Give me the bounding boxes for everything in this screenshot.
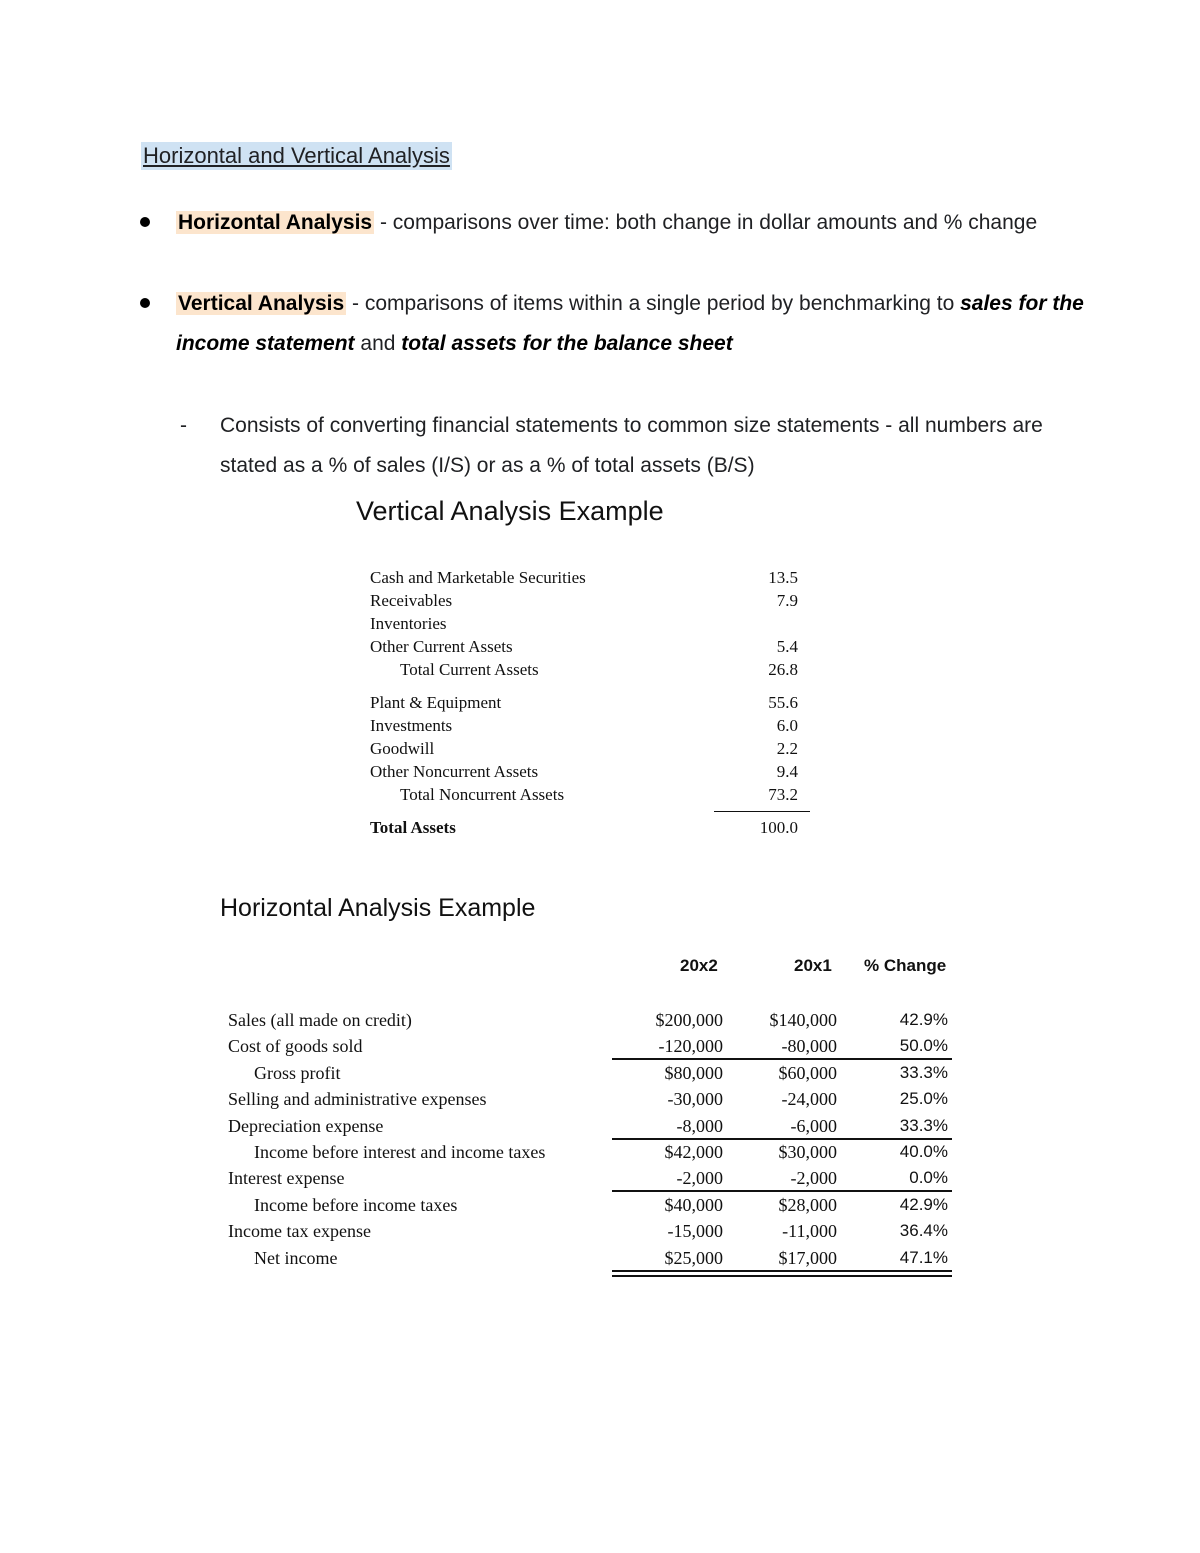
emphasis-income-statement: sales for the income statement [176, 292, 1084, 355]
column-header-20x1: 20x1 [794, 956, 832, 975]
row-label: Total Current Assets [400, 660, 539, 679]
value-pct-change: 36.4% [899, 1221, 948, 1241]
row-value: 2.2 [776, 739, 798, 758]
table-row [370, 714, 810, 737]
value-pct-change: 33.3% [899, 1115, 948, 1135]
bullet-vertical-analysis [140, 284, 1100, 364]
value-pct-change: 0.0% [909, 1168, 948, 1188]
column-header-20x2: 20x2 [680, 956, 718, 975]
row-label: Gross profit [254, 1062, 341, 1083]
horizontal-table-header [612, 956, 952, 980]
bullet-horizontal-analysis [140, 203, 1100, 243]
total-double-rule [612, 1270, 952, 1277]
row-label: Plant & Equipment [370, 693, 502, 712]
sub-bullet-text: Consists of converting financial statements to common size statements - all numbers are stated as a % of sales (I/S) or as a % of total assets (B/S) [220, 414, 1043, 477]
table-row [370, 691, 810, 714]
table-row [370, 566, 810, 589]
row-label: Inventories [370, 614, 447, 633]
row-label: Other Current Assets [370, 637, 513, 656]
row-value: 100.0 [759, 818, 798, 837]
table-row [228, 1165, 952, 1191]
term-vertical-analysis: Vertical Analysis [178, 292, 345, 315]
emphasis-balance-sheet: total assets for the balance sheet [401, 332, 733, 355]
row-value: 7.9 [776, 591, 798, 610]
table-row-subtotal [370, 783, 810, 806]
row-value: 5.4 [776, 637, 798, 656]
bullet-dot [140, 298, 150, 308]
row-label: Investments [370, 716, 453, 735]
table-row-subtotal [370, 658, 810, 681]
value-20x2: -30,000 [667, 1089, 723, 1110]
table-row [370, 760, 810, 783]
term-horizontal-analysis: Horizontal Analysis [178, 211, 373, 234]
table-row [228, 1007, 952, 1033]
row-label: Total Noncurrent Assets [400, 785, 565, 804]
row-label: Depreciation expense [228, 1115, 384, 1136]
value-20x1: $60,000 [778, 1062, 837, 1083]
value-20x2: $200,000 [655, 1010, 723, 1030]
row-label: Total Assets [370, 818, 456, 837]
table-row-subtotal [228, 1139, 952, 1165]
value-pct-change: 47.1% [899, 1247, 948, 1267]
horizontal-example-title: Horizontal Analysis Example [220, 894, 536, 922]
row-label: Income tax expense [228, 1221, 371, 1242]
row-label: Income before interest and income taxes [254, 1141, 546, 1162]
value-pct-change: 42.9% [899, 1010, 948, 1029]
value-20x2: -15,000 [667, 1221, 723, 1242]
vertical-example-title: Vertical Analysis Example [356, 496, 664, 526]
row-value: 6.0 [776, 716, 798, 735]
row-value: 9.4 [776, 762, 798, 781]
row-label: Selling and administrative expenses [228, 1089, 487, 1110]
row-label: Interest expense [228, 1168, 345, 1189]
table-row [228, 1113, 952, 1139]
value-pct-change: 42.9% [899, 1194, 948, 1214]
bullet-description: - comparisons over time: both change in dollar amounts and % change [374, 211, 1038, 234]
row-value: 13.5 [768, 568, 798, 587]
vertical-example-table [370, 566, 810, 839]
value-20x2: -8,000 [676, 1115, 723, 1136]
value-pct-change: 25.0% [899, 1089, 948, 1109]
table-row [370, 737, 810, 760]
value-20x2: -2,000 [676, 1168, 723, 1189]
value-pct-change: 40.0% [899, 1141, 948, 1161]
value-20x2: -120,000 [658, 1036, 723, 1057]
value-pct-change: 33.3% [899, 1062, 948, 1082]
row-label: Net income [254, 1247, 338, 1268]
value-pct-change: 50.0% [899, 1036, 948, 1056]
value-20x2: $25,000 [664, 1247, 723, 1268]
row-label: Sales (all made on credit) [228, 1010, 412, 1030]
column-header-pct-change: % Change [864, 956, 947, 975]
bullet-description: - comparisons of items within a single period by benchmarking to [346, 292, 961, 315]
table-row [370, 589, 810, 612]
table-row [228, 1086, 952, 1112]
row-label: Cash and Marketable Securities [370, 568, 586, 587]
table-row-subtotal [228, 1192, 952, 1218]
document-title: Horizontal and Vertical Analysis [143, 143, 450, 168]
total-rule [714, 811, 810, 812]
dash-marker: - [180, 414, 187, 437]
table-row [370, 635, 810, 658]
row-value: 73.2 [768, 785, 798, 804]
value-20x1: $28,000 [778, 1194, 837, 1215]
sub-bullet-common-size [180, 406, 1100, 486]
table-row [370, 612, 810, 635]
value-20x1: -2,000 [790, 1168, 837, 1189]
row-value: 26.8 [768, 660, 798, 679]
value-20x1: -24,000 [781, 1089, 837, 1110]
table-row-total [228, 1245, 952, 1271]
conjunction: and [354, 332, 402, 355]
row-value: 55.6 [768, 693, 798, 712]
row-label: Income before income taxes [254, 1194, 458, 1215]
bullet-dot [140, 217, 150, 227]
value-20x1: $17,000 [778, 1247, 837, 1268]
horizontal-example-table [228, 1007, 952, 1271]
value-20x1: -80,000 [781, 1036, 837, 1057]
value-20x1: -11,000 [782, 1221, 837, 1242]
table-row-subtotal [228, 1060, 952, 1086]
row-label: Receivables [370, 591, 453, 610]
row-label: Other Noncurrent Assets [370, 762, 539, 781]
table-row-total [370, 816, 810, 839]
table-row [228, 1218, 952, 1244]
table-row [228, 1033, 952, 1059]
value-20x2: $80,000 [664, 1062, 723, 1083]
row-label: Goodwill [370, 739, 435, 758]
value-20x1: $30,000 [778, 1141, 837, 1162]
value-20x2: $40,000 [664, 1194, 723, 1215]
row-label: Cost of goods sold [228, 1036, 363, 1057]
value-20x1: -6,000 [790, 1115, 837, 1136]
value-20x2: $42,000 [664, 1141, 723, 1162]
value-20x1: $140,000 [769, 1010, 837, 1030]
